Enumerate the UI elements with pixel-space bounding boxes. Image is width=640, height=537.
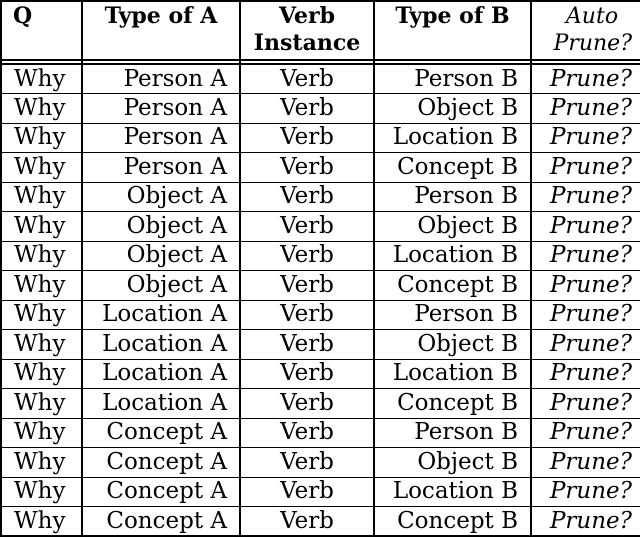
cell-type-a: Concept A <box>82 448 240 478</box>
cell-verb: Verb <box>240 241 374 271</box>
cell-type-b: Person B <box>374 182 531 212</box>
cell-prune: Prune? <box>531 448 640 478</box>
cell-verb: Verb <box>240 507 374 537</box>
cell-prune: Prune? <box>531 153 640 183</box>
cell-prune: Prune? <box>531 389 640 419</box>
cell-type-a: Person A <box>82 94 240 124</box>
cell-prune: Prune? <box>531 271 640 301</box>
cell-type-b: Location B <box>374 477 531 507</box>
table-body <box>1 64 640 536</box>
header-q: Q <box>1 1 82 60</box>
cell-q: Why <box>1 64 82 94</box>
cell-q: Why <box>1 123 82 153</box>
cell-prune: Prune? <box>531 182 640 212</box>
cell-type-a: Object A <box>82 212 240 242</box>
cell-type-b: Person B <box>374 418 531 448</box>
header-prune-line1: Auto <box>565 4 619 29</box>
cell-type-b: Concept B <box>374 271 531 301</box>
cell-type-b: Location B <box>374 123 531 153</box>
header-auto-prune <box>531 1 640 60</box>
table-row <box>1 477 640 507</box>
table-row <box>1 212 640 242</box>
cell-q: Why <box>1 418 82 448</box>
table-row <box>1 389 640 419</box>
cell-verb: Verb <box>240 448 374 478</box>
cell-type-a: Object A <box>82 182 240 212</box>
cell-type-a: Location A <box>82 359 240 389</box>
cell-type-b: Person B <box>374 64 531 94</box>
cell-prune: Prune? <box>531 359 640 389</box>
table-row <box>1 123 640 153</box>
cell-q: Why <box>1 212 82 242</box>
cell-type-b: Person B <box>374 300 531 330</box>
header-type-a: Type of A <box>82 1 240 60</box>
cell-q: Why <box>1 271 82 301</box>
cell-type-a: Object A <box>82 271 240 301</box>
cell-verb: Verb <box>240 477 374 507</box>
cell-verb: Verb <box>240 212 374 242</box>
cell-type-a: Concept A <box>82 418 240 448</box>
cell-verb: Verb <box>240 182 374 212</box>
cell-verb: Verb <box>240 123 374 153</box>
cell-q: Why <box>1 241 82 271</box>
table-row <box>1 94 640 124</box>
cell-verb: Verb <box>240 271 374 301</box>
cell-type-b: Object B <box>374 448 531 478</box>
header-row <box>1 1 640 60</box>
cell-type-a: Person A <box>82 153 240 183</box>
cell-type-a: Location A <box>82 389 240 419</box>
cell-verb: Verb <box>240 330 374 360</box>
cell-verb: Verb <box>240 64 374 94</box>
table-row <box>1 330 640 360</box>
cell-type-b: Location B <box>374 241 531 271</box>
cell-q: Why <box>1 389 82 419</box>
cell-type-b: Object B <box>374 94 531 124</box>
cell-type-a: Concept A <box>82 477 240 507</box>
cell-q: Why <box>1 300 82 330</box>
cell-prune: Prune? <box>531 94 640 124</box>
cell-q: Why <box>1 477 82 507</box>
cell-q: Why <box>1 448 82 478</box>
cell-type-b: Concept B <box>374 153 531 183</box>
cell-type-b: Concept B <box>374 389 531 419</box>
cell-type-a: Object A <box>82 241 240 271</box>
table-row <box>1 448 640 478</box>
cell-verb: Verb <box>240 153 374 183</box>
table-row <box>1 64 640 94</box>
cell-verb: Verb <box>240 359 374 389</box>
header-verb-instance <box>240 1 374 60</box>
cell-prune: Prune? <box>531 300 640 330</box>
cell-type-a: Person A <box>82 64 240 94</box>
cell-type-a: Person A <box>82 123 240 153</box>
cell-prune: Prune? <box>531 123 640 153</box>
cell-prune: Prune? <box>531 212 640 242</box>
cell-type-a: Concept A <box>82 507 240 537</box>
cell-prune: Prune? <box>531 64 640 94</box>
cell-q: Why <box>1 94 82 124</box>
cell-type-b: Object B <box>374 330 531 360</box>
table-row <box>1 271 640 301</box>
cell-q: Why <box>1 182 82 212</box>
cell-prune: Prune? <box>531 477 640 507</box>
cell-type-a: Location A <box>82 300 240 330</box>
table-row <box>1 153 640 183</box>
table-row <box>1 418 640 448</box>
header-verb-line2: Instance <box>253 30 361 56</box>
cell-prune: Prune? <box>531 330 640 360</box>
cell-prune: Prune? <box>531 418 640 448</box>
table-row <box>1 359 640 389</box>
cell-type-a: Location A <box>82 330 240 360</box>
cell-type-b: Object B <box>374 212 531 242</box>
cell-q: Why <box>1 330 82 360</box>
cell-q: Why <box>1 507 82 537</box>
header-prune-line2: Prune? <box>553 31 632 56</box>
table-row <box>1 300 640 330</box>
cell-prune: Prune? <box>531 507 640 537</box>
table-row <box>1 241 640 271</box>
cell-type-b: Location B <box>374 359 531 389</box>
cell-verb: Verb <box>240 389 374 419</box>
table-header <box>1 1 640 64</box>
cell-q: Why <box>1 153 82 183</box>
cell-verb: Verb <box>240 300 374 330</box>
table-row <box>1 507 640 537</box>
cell-prune: Prune? <box>531 241 640 271</box>
cell-q: Why <box>1 359 82 389</box>
cell-verb: Verb <box>240 94 374 124</box>
cell-verb: Verb <box>240 418 374 448</box>
table-row <box>1 182 640 212</box>
cell-type-b: Concept B <box>374 507 531 537</box>
header-type-b: Type of B <box>374 1 531 60</box>
header-verb-line1: Verb <box>278 3 336 29</box>
